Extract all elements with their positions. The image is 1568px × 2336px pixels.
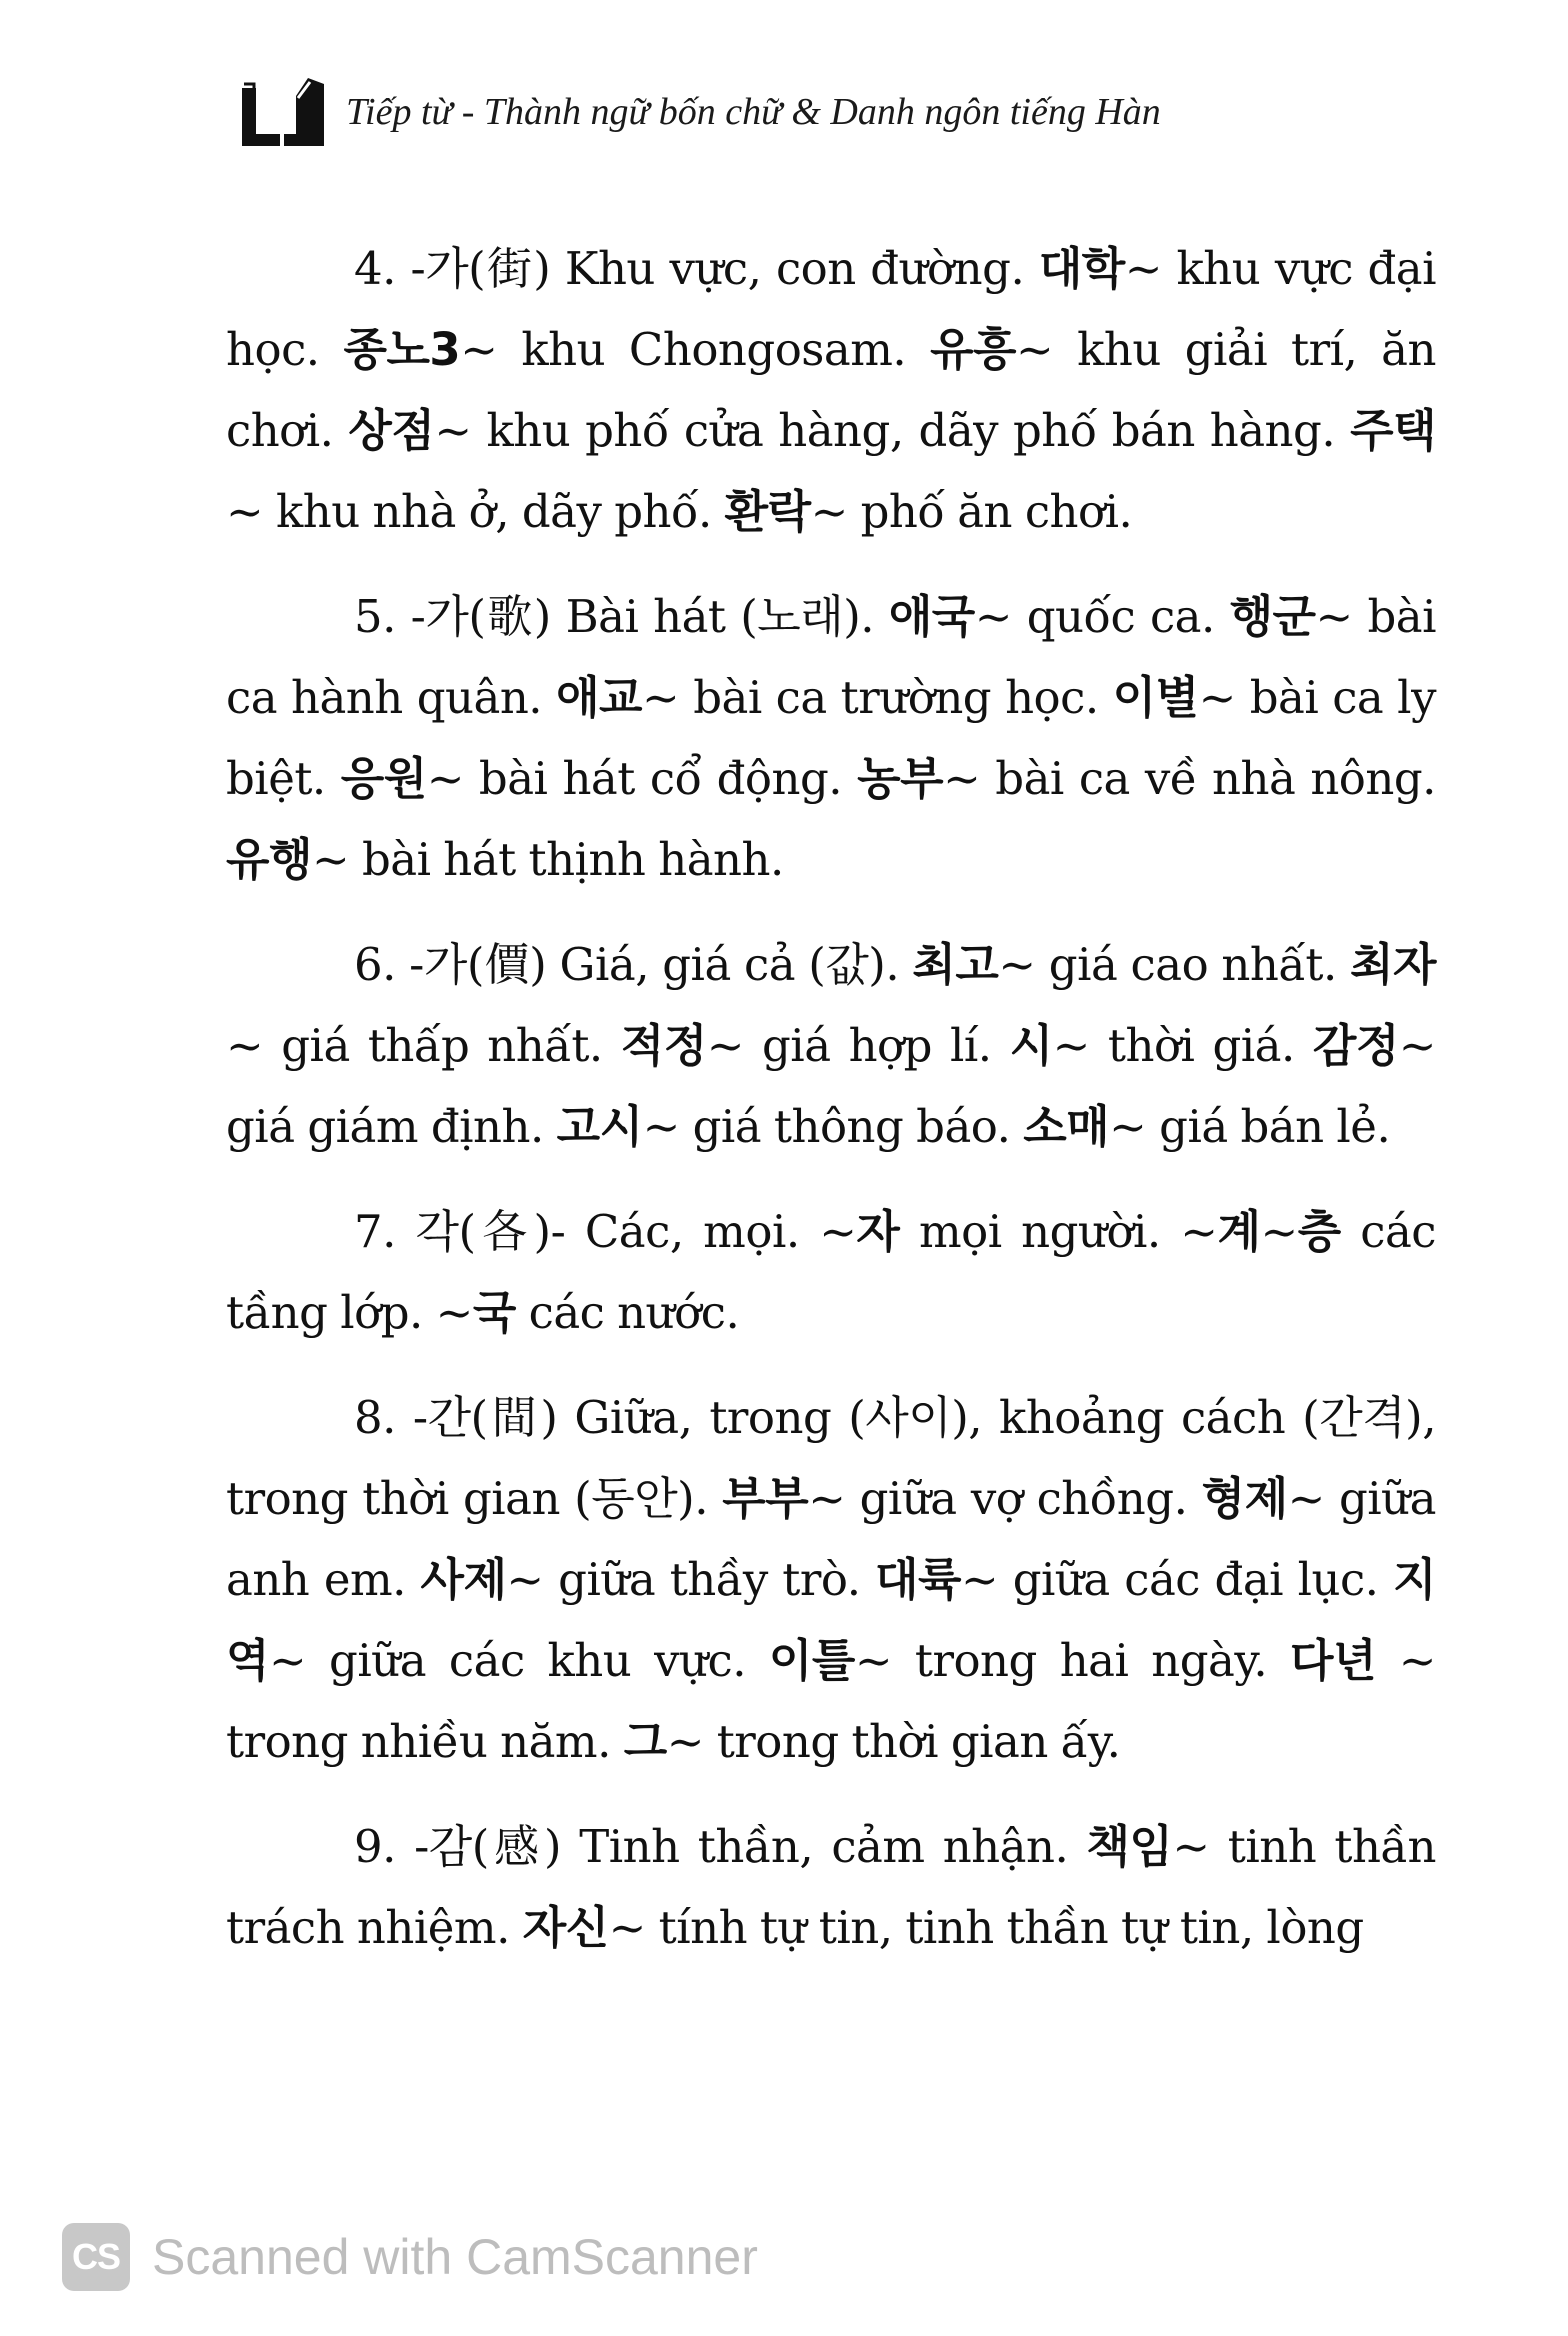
entry-text: 4. -가(街) Khu vực, con đường. bbox=[354, 242, 1039, 295]
entry-text: ~ giá thông báo. bbox=[642, 1100, 1024, 1153]
entry-text: ~ giá thấp nhất. bbox=[226, 1019, 621, 1072]
korean-term: 최자 bbox=[1350, 938, 1437, 991]
entry-text: 5. -가(歌) Bài hát (노래). bbox=[354, 590, 889, 643]
entry-text: ~ giữa các khu vực. bbox=[268, 1634, 769, 1687]
korean-term: 그 bbox=[623, 1715, 667, 1768]
dictionary-entry bbox=[226, 1806, 1436, 1968]
dictionary-entry bbox=[226, 1191, 1436, 1353]
entry-text: ~ giữa thầy trò. bbox=[506, 1553, 876, 1606]
entry-text: ~ quốc ca. bbox=[974, 590, 1230, 643]
entry-text: ~ giá cao nhất. bbox=[998, 938, 1351, 991]
entry-text: ~ tính tự tin, tinh thần tự tin, lòng bbox=[608, 1901, 1364, 1954]
dictionary-entry bbox=[226, 576, 1436, 900]
entry-text: ~ giữa các đại lục. bbox=[960, 1553, 1393, 1606]
entry-text: ~ trong nhiều năm. bbox=[226, 1634, 1436, 1768]
korean-term: 자 bbox=[856, 1205, 900, 1258]
dictionary-entry bbox=[226, 924, 1436, 1167]
entry-text: ~ bài ca trường học. bbox=[642, 671, 1113, 724]
korean-term: 자신 bbox=[522, 1901, 609, 1954]
korean-term: 행군 bbox=[1229, 590, 1316, 643]
korean-term: 지역 bbox=[226, 1553, 1436, 1687]
entry-text: ~ khu vực đại học. bbox=[226, 242, 1437, 376]
entry-text: ~ bài ca về nhà nông. bbox=[943, 752, 1436, 805]
entry-text: ~ bài ca ly biệt. bbox=[226, 671, 1437, 805]
korean-term: 시 bbox=[1009, 1019, 1053, 1072]
entry-text: các tầng lớp. ~ bbox=[226, 1205, 1436, 1339]
korean-term: 환락 bbox=[724, 485, 811, 538]
korean-term: 소매 bbox=[1023, 1100, 1110, 1153]
entry-text: ~ bài hát thịnh hành. bbox=[311, 833, 784, 886]
korean-term: 주택 bbox=[1350, 404, 1437, 457]
korean-term: 대륙 bbox=[875, 1553, 961, 1606]
running-header-title: Tiếp từ - Thành ngữ bốn chữ & Danh ngôn tiếng Hàn bbox=[346, 91, 1161, 133]
korean-term: 유행 bbox=[226, 833, 312, 886]
korean-term: 이틀 bbox=[768, 1634, 855, 1687]
entry-text: ~ khu giải trí, ăn chơi. bbox=[226, 323, 1436, 457]
entry-text: ~ bbox=[1260, 1205, 1298, 1258]
dictionary-entry bbox=[226, 1377, 1436, 1782]
entry-text: ~ giá giám định. bbox=[226, 1019, 1437, 1153]
korean-term: 사제 bbox=[420, 1553, 507, 1606]
entry-text: các nước. bbox=[515, 1286, 740, 1339]
camscanner-logo-text: CS bbox=[71, 2236, 120, 2277]
korean-term: 형제 bbox=[1201, 1472, 1288, 1525]
camscanner-watermark bbox=[62, 2222, 758, 2292]
korean-term: 농부 bbox=[857, 752, 944, 805]
entry-text: ~ trong thời gian ấy. bbox=[666, 1715, 1121, 1768]
korean-term: 최고 bbox=[912, 938, 999, 991]
entry-text: mọi người. ~ bbox=[899, 1205, 1218, 1258]
entry-text: ~ giữa vợ chồng. bbox=[808, 1472, 1202, 1525]
entry-text: ~ khu phố cửa hàng, dãy phố bán hàng. bbox=[434, 404, 1351, 457]
watermark-text: Scanned with CamScanner bbox=[152, 2229, 758, 2285]
korean-term: 애교 bbox=[556, 671, 643, 724]
korean-term: 층 bbox=[1297, 1205, 1341, 1258]
korean-term: 이별 bbox=[1112, 671, 1199, 724]
dictionary-entry bbox=[226, 228, 1436, 552]
entry-text: ~ giá bán lẻ. bbox=[1109, 1100, 1391, 1153]
entry-text: ~ giữa anh em. bbox=[226, 1472, 1436, 1606]
korean-term: 감정 bbox=[1312, 1019, 1399, 1072]
korean-term: 종노3 bbox=[343, 323, 461, 376]
entry-text: ~ bài hát cổ động. bbox=[426, 752, 858, 805]
korean-term: 국 bbox=[472, 1286, 516, 1339]
entry-text: 8. -간(間) Giữa, trong (사이), khoảng cách (간격), trong thời gian (동안). bbox=[226, 1391, 1436, 1525]
korean-term: 계 bbox=[1217, 1205, 1261, 1258]
entry-text: ~ bài ca hành quân. bbox=[226, 590, 1436, 724]
page-header bbox=[238, 72, 1338, 152]
entry-text: ~ giá hợp lí. bbox=[706, 1019, 1010, 1072]
korean-term: 부부 bbox=[722, 1472, 809, 1525]
korean-term: 다년 bbox=[1289, 1634, 1376, 1687]
korean-term: 유흥 bbox=[930, 323, 1017, 376]
korean-term: 책임 bbox=[1086, 1820, 1173, 1873]
korean-term: 적정 bbox=[620, 1019, 707, 1072]
entry-text: ~ phố ăn chơi. bbox=[810, 485, 1133, 538]
entry-text: 6. -가(價) Giá, giá cả (값). bbox=[354, 938, 913, 991]
entry-text: 7. 각(各)- Các, mọi. ~ bbox=[354, 1205, 857, 1258]
entry-text: ~ khu Chongosam. bbox=[460, 323, 931, 376]
entry-text: ~ thời giá. bbox=[1052, 1019, 1313, 1072]
book-icon bbox=[238, 74, 328, 150]
entry-text: ~ khu nhà ở, dãy phố. bbox=[226, 485, 725, 538]
korean-term: 대학 bbox=[1038, 242, 1125, 295]
korean-term: 응원 bbox=[340, 752, 427, 805]
dictionary-entries bbox=[226, 228, 1436, 1992]
camscanner-logo bbox=[62, 2223, 130, 2291]
entry-text: ~ tinh thần trách nhiệm. bbox=[226, 1820, 1436, 1954]
korean-term: 애국 bbox=[888, 590, 975, 643]
entry-text: ~ trong hai ngày. bbox=[854, 1634, 1290, 1687]
korean-term: 고시 bbox=[556, 1100, 643, 1153]
entry-text: 9. -감(感) Tinh thần, cảm nhận. bbox=[354, 1820, 1087, 1873]
korean-term: 상점 bbox=[348, 404, 435, 457]
